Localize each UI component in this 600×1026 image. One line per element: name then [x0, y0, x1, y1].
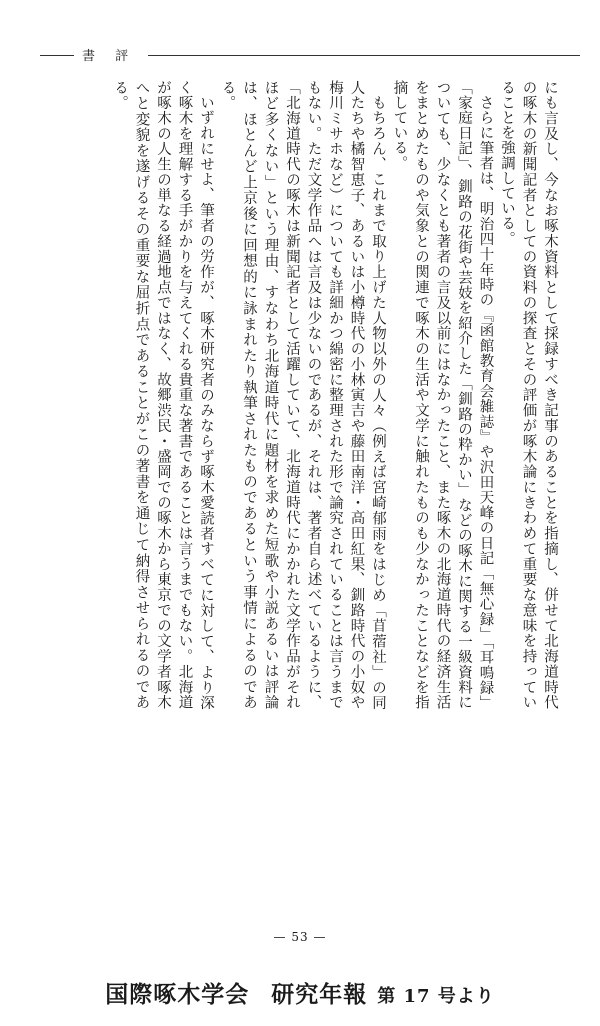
- page-number: — 53 —: [273, 930, 327, 944]
- article-body: [40, 80, 560, 710]
- annual-report-label: 研究年報: [271, 981, 368, 1008]
- header-rule-right: [148, 55, 580, 56]
- issue-label: 第 17 号より: [377, 986, 495, 1007]
- paragraph: もちろん、これまで取り上げた人物以外の人々（例えば宮崎郁雨をはじめ「苜蓿社」の同人たちや橘智恵子、あるいは小樽時代の小林寅吉や藤田南洋・高田紅果、釧路時代の小奴や梅川ミサホなど）についても詳細かつ綿密に整理された形で論究されていることは言うまでもない。ただ文学作品へは言及は少ないのであるが、それは、著者自ら述べているように、「北海道時代の啄木は新聞記者として活躍していて、北海道時代にかかれた文学作品がそれほど多くない」という理由、すなわち北海道時代に題材を求めた短歌や小説あるいは評論は、ほとんど上京後に回想的に詠まれたり執筆されたものであるという事情によるのである。: [219, 80, 386, 710]
- paragraph: にも言及し、今なお啄木資料として採録すべき記事のあることを指摘し、併せて北海道時代の啄木の新聞記者としての資料の探査とその評価が啄木論にきわめて重要な意味を持っていることを強調している。: [499, 80, 558, 710]
- source-citation: [0, 976, 600, 1009]
- header-rule-left: [40, 55, 74, 56]
- paragraph: さらに筆者は、明治四十年時の『函館教育会雑誌』や沢田天峰の日記「無心録」「耳鳴録」「家庭日記」、釧路の花街や芸妓を紹介した「釧路の粋かい」などの啄木に関する一級資料についても、少なくとも著者の言及以前にはなかったこと、また啄木の北海道時代の経済生活をまとめたものや気象との関連で啄木の生活や文学に触れたものも少なかったことなどを指摘している。: [391, 80, 494, 710]
- paragraph: いずれにせよ、筆者の労作が、啄木研究者のみならず啄木愛読者すべてに対して、より深く啄木を理解する手がかりを与えてくれる貴重な著書であることは言うまでもない。北海道が啄木の人生の単なる経過地点ではなく、故郷渋民・盛岡での啄木から東京での文学者啄木へと変貌を遂げるその重要な屈折点であることがこの著書を通じて納得させられるのである。: [112, 80, 214, 710]
- journal-name: 国際啄木学会: [105, 981, 250, 1008]
- section-header: [40, 44, 580, 64]
- section-label: 書 評: [82, 49, 137, 64]
